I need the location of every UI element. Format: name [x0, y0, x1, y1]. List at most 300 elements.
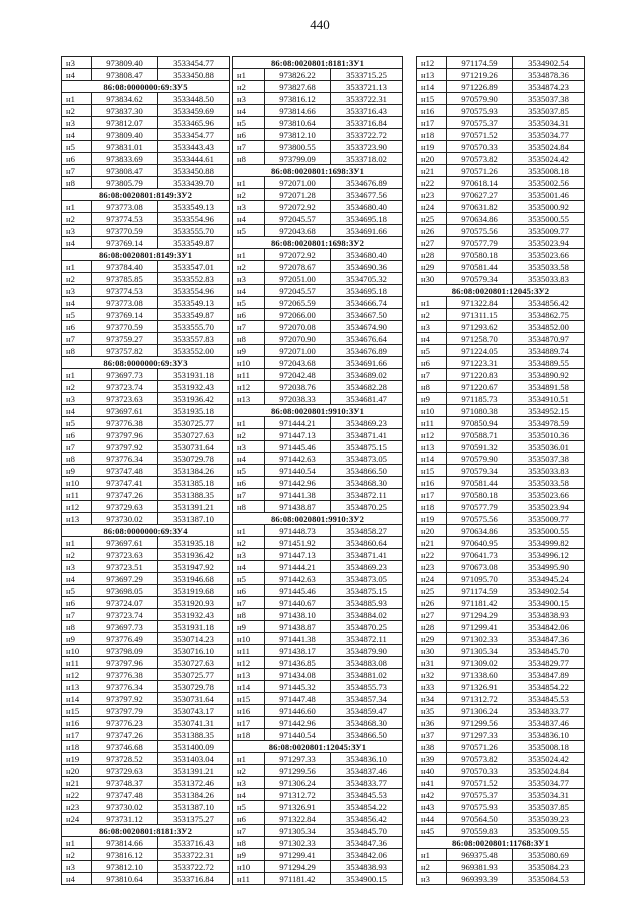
table-row — [233, 81, 403, 93]
table-row — [62, 537, 230, 549]
point-label: н12 — [417, 429, 447, 441]
x-coordinate: 971438.10 — [265, 609, 331, 621]
table-row — [62, 657, 230, 669]
point-label: н4 — [233, 789, 265, 801]
y-coordinate: 3535036.01 — [513, 441, 585, 453]
table-row — [417, 537, 585, 549]
table-row — [62, 489, 230, 501]
x-coordinate: 970575.56 — [447, 513, 513, 525]
x-coordinate: 970581.44 — [447, 477, 513, 489]
point-label: н35 — [417, 705, 447, 717]
point-label: н12 — [62, 501, 92, 513]
x-coordinate: 969393.39 — [447, 873, 513, 885]
point-label: н21 — [62, 777, 92, 789]
table-row — [417, 657, 585, 669]
y-coordinate: 3534691.66 — [331, 225, 403, 237]
point-label: н3 — [233, 93, 265, 105]
table-row — [233, 825, 403, 837]
x-coordinate: 971447.13 — [265, 429, 331, 441]
table-row — [233, 69, 403, 81]
x-coordinate: 973831.01 — [92, 141, 158, 153]
point-label: н24 — [417, 201, 447, 213]
table-row — [417, 729, 585, 741]
table-row — [417, 333, 585, 345]
point-label: н31 — [417, 657, 447, 669]
x-coordinate: 970640.95 — [447, 537, 513, 549]
y-coordinate: 3534872.11 — [331, 633, 403, 645]
x-coordinate: 971293.62 — [447, 321, 513, 333]
x-coordinate: 973746.68 — [92, 741, 158, 753]
parcel-id: 86:08:0000000:69:ЗУ5 — [62, 81, 230, 93]
y-coordinate: 3531403.04 — [158, 753, 230, 765]
table-row — [62, 333, 230, 345]
table-row — [417, 405, 585, 417]
table-row — [62, 213, 230, 225]
x-coordinate: 971445.46 — [265, 585, 331, 597]
point-label: н2 — [62, 849, 92, 861]
y-coordinate: 3534695.18 — [331, 213, 403, 225]
point-label: н18 — [417, 501, 447, 513]
x-coordinate: 973834.62 — [92, 93, 158, 105]
x-coordinate: 971299.56 — [265, 765, 331, 777]
x-coordinate: 970571.52 — [447, 129, 513, 141]
point-label: н45 — [417, 825, 447, 837]
x-coordinate: 973812.10 — [265, 129, 331, 141]
x-coordinate: 971445.32 — [265, 681, 331, 693]
x-coordinate: 971181.42 — [447, 597, 513, 609]
x-coordinate: 971434.08 — [265, 669, 331, 681]
x-coordinate: 971294.29 — [265, 861, 331, 873]
point-label: н17 — [417, 489, 447, 501]
parcel-header-row — [233, 57, 403, 69]
point-label: н40 — [417, 765, 447, 777]
y-coordinate: 3533454.77 — [158, 129, 230, 141]
table-row — [62, 621, 230, 633]
point-label: н24 — [62, 813, 92, 825]
x-coordinate: 973784.40 — [92, 261, 158, 273]
x-coordinate: 973723.51 — [92, 561, 158, 573]
x-coordinate: 972070.08 — [265, 321, 331, 333]
y-coordinate: 3534836.10 — [513, 729, 585, 741]
x-coordinate: 973773.08 — [92, 297, 158, 309]
y-coordinate: 3533715.25 — [331, 69, 403, 81]
point-label: н26 — [417, 597, 447, 609]
x-coordinate: 972043.68 — [265, 225, 331, 237]
point-label: н6 — [62, 429, 92, 441]
point-label: н26 — [417, 225, 447, 237]
point-label: н5 — [233, 225, 265, 237]
y-coordinate: 3533722.72 — [158, 861, 230, 873]
table-row — [417, 321, 585, 333]
x-coordinate: 971302.33 — [265, 837, 331, 849]
point-label: н3 — [62, 225, 92, 237]
point-label: н15 — [62, 705, 92, 717]
table-row — [62, 405, 230, 417]
table-row — [233, 489, 403, 501]
x-coordinate: 972070.90 — [265, 333, 331, 345]
y-coordinate: 3533439.70 — [158, 177, 230, 189]
x-coordinate: 973728.52 — [92, 753, 158, 765]
table-row — [233, 561, 403, 573]
y-coordinate: 3534676.89 — [331, 345, 403, 357]
y-coordinate: 3534854.22 — [513, 681, 585, 693]
y-coordinate: 3533459.69 — [158, 105, 230, 117]
table-row — [62, 861, 230, 873]
y-coordinate: 3534900.15 — [331, 873, 403, 885]
table-row — [62, 261, 230, 273]
y-coordinate: 3534674.90 — [331, 321, 403, 333]
table-row — [417, 453, 585, 465]
x-coordinate: 970571.26 — [447, 165, 513, 177]
y-coordinate: 3534856.42 — [331, 813, 403, 825]
y-coordinate: 3534829.77 — [513, 657, 585, 669]
y-coordinate: 3533722.31 — [158, 849, 230, 861]
table-row — [62, 597, 230, 609]
table-row — [417, 249, 585, 261]
point-label: н10 — [233, 357, 265, 369]
table-row — [417, 189, 585, 201]
parcel-id: 86:08:0020801:12045:ЗУ2 — [417, 285, 585, 297]
x-coordinate: 970618.14 — [447, 177, 513, 189]
x-coordinate: 973747.48 — [92, 789, 158, 801]
point-label: н5 — [233, 465, 265, 477]
x-coordinate: 973697.73 — [92, 621, 158, 633]
point-label: н13 — [62, 513, 92, 525]
y-coordinate: 3535084.53 — [513, 873, 585, 885]
x-coordinate: 973797.79 — [92, 705, 158, 717]
y-coordinate: 3535037.85 — [513, 105, 585, 117]
x-coordinate: 971442.96 — [265, 477, 331, 489]
table-row — [417, 873, 585, 885]
point-label: н2 — [62, 213, 92, 225]
x-coordinate: 973808.47 — [92, 165, 158, 177]
point-label: н30 — [417, 645, 447, 657]
point-label: н3 — [233, 441, 265, 453]
y-coordinate: 3531384.26 — [158, 465, 230, 477]
x-coordinate: 972071.28 — [265, 189, 331, 201]
y-coordinate: 3535024.42 — [513, 153, 585, 165]
parcel-id: 86:08:0020801:8181:ЗУ2 — [62, 825, 230, 837]
point-label: н36 — [417, 717, 447, 729]
point-label: н18 — [233, 729, 265, 741]
table-row — [417, 561, 585, 573]
x-coordinate: 972042.48 — [265, 369, 331, 381]
x-coordinate: 971305.34 — [265, 825, 331, 837]
table-row — [417, 717, 585, 729]
y-coordinate: 3533552.00 — [158, 345, 230, 357]
table-row — [233, 441, 403, 453]
y-coordinate: 3530727.63 — [158, 657, 230, 669]
y-coordinate: 3534873.05 — [331, 573, 403, 585]
y-coordinate: 3533549.13 — [158, 201, 230, 213]
y-coordinate: 3534682.28 — [331, 381, 403, 393]
point-label: н11 — [233, 873, 265, 885]
table-row — [417, 741, 585, 753]
y-coordinate: 3531400.09 — [158, 741, 230, 753]
point-label: н9 — [62, 633, 92, 645]
y-coordinate: 3535034.77 — [513, 777, 585, 789]
point-label: н4 — [233, 453, 265, 465]
table-row — [62, 441, 230, 453]
table-row — [417, 513, 585, 525]
y-coordinate: 3534862.75 — [513, 309, 585, 321]
table-row — [62, 225, 230, 237]
x-coordinate: 971440.54 — [265, 729, 331, 741]
y-coordinate: 3531947.92 — [158, 561, 230, 573]
point-label: н38 — [417, 741, 447, 753]
x-coordinate: 973805.79 — [92, 177, 158, 189]
table-row — [417, 489, 585, 501]
point-label: н14 — [417, 81, 447, 93]
y-coordinate: 3534869.23 — [331, 561, 403, 573]
point-label: н2 — [233, 81, 265, 93]
y-coordinate: 3530727.63 — [158, 429, 230, 441]
x-coordinate: 972078.67 — [265, 261, 331, 273]
point-label: н14 — [233, 681, 265, 693]
table-row — [62, 345, 230, 357]
y-coordinate: 3534884.02 — [331, 609, 403, 621]
table-row — [233, 153, 403, 165]
x-coordinate: 969381.93 — [447, 861, 513, 873]
y-coordinate: 3534881.02 — [331, 669, 403, 681]
point-label: н8 — [233, 501, 265, 513]
parcel-id: 86:08:0020801:8181:ЗУ1 — [233, 57, 403, 69]
table-row — [417, 813, 585, 825]
table-row — [62, 837, 230, 849]
x-coordinate: 973698.05 — [92, 585, 158, 597]
table-row — [233, 693, 403, 705]
y-coordinate: 3534859.47 — [331, 705, 403, 717]
table-row — [233, 849, 403, 861]
y-coordinate: 3534866.50 — [331, 729, 403, 741]
table-row — [233, 861, 403, 873]
point-label: н27 — [417, 609, 447, 621]
y-coordinate: 3534889.74 — [513, 345, 585, 357]
table-row — [233, 669, 403, 681]
y-coordinate: 3531935.18 — [158, 537, 230, 549]
y-coordinate: 3534871.41 — [331, 429, 403, 441]
x-coordinate: 973723.63 — [92, 393, 158, 405]
point-label: н4 — [62, 573, 92, 585]
table-row — [62, 801, 230, 813]
point-label: н11 — [62, 657, 92, 669]
point-label: н25 — [417, 585, 447, 597]
y-coordinate: 3531920.93 — [158, 597, 230, 609]
table-row — [233, 705, 403, 717]
y-coordinate: 3535009.77 — [513, 225, 585, 237]
point-label: н8 — [62, 177, 92, 189]
table-row — [62, 705, 230, 717]
table-row — [417, 381, 585, 393]
y-coordinate: 3535010.36 — [513, 429, 585, 441]
table-row — [417, 117, 585, 129]
y-coordinate: 3535034.77 — [513, 129, 585, 141]
point-label: н9 — [233, 849, 265, 861]
point-label: н1 — [233, 249, 265, 261]
table-row — [233, 93, 403, 105]
table-row — [62, 873, 230, 885]
parcel-header-row — [233, 741, 403, 753]
table-row — [62, 585, 230, 597]
parcel-id: 86:08:0020801:1698:ЗУ1 — [233, 165, 403, 177]
table-row — [233, 609, 403, 621]
table-row — [233, 285, 403, 297]
point-label: н7 — [233, 825, 265, 837]
coordinates-table-3 — [416, 56, 585, 885]
x-coordinate: 973769.14 — [92, 237, 158, 249]
parcel-header-row — [62, 825, 230, 837]
point-label: н13 — [233, 669, 265, 681]
point-label: н28 — [417, 621, 447, 633]
point-label: н1 — [233, 69, 265, 81]
table-row — [62, 669, 230, 681]
table-row — [417, 417, 585, 429]
x-coordinate: 970580.18 — [447, 489, 513, 501]
table-row — [233, 501, 403, 513]
x-coordinate: 973747.41 — [92, 477, 158, 489]
x-coordinate: 971174.59 — [447, 57, 513, 69]
y-coordinate: 3535039.23 — [513, 813, 585, 825]
y-coordinate: 3534680.40 — [331, 249, 403, 261]
table-row — [233, 573, 403, 585]
x-coordinate: 970571.26 — [447, 741, 513, 753]
x-coordinate: 973729.63 — [92, 765, 158, 777]
x-coordinate: 970570.33 — [447, 141, 513, 153]
point-label: н7 — [233, 141, 265, 153]
table-row — [233, 249, 403, 261]
y-coordinate: 3533450.88 — [158, 165, 230, 177]
point-label: н3 — [62, 285, 92, 297]
table-row — [417, 105, 585, 117]
x-coordinate: 972071.00 — [265, 177, 331, 189]
x-coordinate: 973776.34 — [92, 453, 158, 465]
point-label: н9 — [233, 621, 265, 633]
point-label: н21 — [417, 165, 447, 177]
coordinates-table-2 — [232, 56, 403, 885]
x-coordinate: 972071.00 — [265, 345, 331, 357]
point-label: н20 — [417, 153, 447, 165]
x-coordinate: 973776.23 — [92, 717, 158, 729]
x-coordinate: 970627.27 — [447, 189, 513, 201]
x-coordinate: 970559.83 — [447, 825, 513, 837]
point-label: н5 — [233, 297, 265, 309]
point-label: н7 — [62, 441, 92, 453]
y-coordinate: 3530725.77 — [158, 417, 230, 429]
point-label: н16 — [417, 477, 447, 489]
table-row — [417, 393, 585, 405]
y-coordinate: 3534900.15 — [513, 597, 585, 609]
table-row — [417, 633, 585, 645]
table-row — [233, 273, 403, 285]
y-coordinate: 3534869.23 — [331, 417, 403, 429]
parcel-header-row — [62, 525, 230, 537]
x-coordinate: 973759.27 — [92, 333, 158, 345]
y-coordinate: 3531936.42 — [158, 393, 230, 405]
x-coordinate: 970579.34 — [447, 465, 513, 477]
y-coordinate: 3533716.84 — [158, 873, 230, 885]
table-row — [417, 213, 585, 225]
y-coordinate: 3535001.46 — [513, 189, 585, 201]
table-row — [62, 717, 230, 729]
table-row — [417, 165, 585, 177]
table-row — [62, 849, 230, 861]
x-coordinate: 971447.48 — [265, 693, 331, 705]
x-coordinate: 970571.52 — [447, 777, 513, 789]
point-label: н10 — [62, 477, 92, 489]
x-coordinate: 973799.09 — [265, 153, 331, 165]
x-coordinate: 970634.86 — [447, 525, 513, 537]
y-coordinate: 3534845.70 — [513, 645, 585, 657]
table-row — [233, 141, 403, 153]
point-label: н29 — [417, 633, 447, 645]
point-label: н7 — [233, 597, 265, 609]
y-coordinate: 3531388.35 — [158, 489, 230, 501]
x-coordinate: 973812.07 — [92, 117, 158, 129]
x-coordinate: 971080.38 — [447, 405, 513, 417]
point-label: н7 — [233, 489, 265, 501]
table-row — [233, 681, 403, 693]
point-label: н1 — [233, 525, 265, 537]
table-row — [417, 57, 585, 69]
x-coordinate: 971297.33 — [447, 729, 513, 741]
table-row — [233, 213, 403, 225]
point-label: н12 — [417, 57, 447, 69]
x-coordinate: 973697.73 — [92, 369, 158, 381]
table-row — [233, 765, 403, 777]
y-coordinate: 3533718.02 — [331, 153, 403, 165]
x-coordinate: 970591.32 — [447, 441, 513, 453]
x-coordinate: 972065.59 — [265, 297, 331, 309]
point-label: н5 — [233, 801, 265, 813]
x-coordinate: 970673.08 — [447, 561, 513, 573]
table-row — [233, 777, 403, 789]
y-coordinate: 3534978.59 — [513, 417, 585, 429]
y-coordinate: 3534852.00 — [513, 321, 585, 333]
table-row — [233, 381, 403, 393]
x-coordinate: 969375.48 — [447, 849, 513, 861]
y-coordinate: 3535080.69 — [513, 849, 585, 861]
x-coordinate: 971181.42 — [265, 873, 331, 885]
table-row — [417, 621, 585, 633]
y-coordinate: 3535008.18 — [513, 741, 585, 753]
table-row — [417, 609, 585, 621]
point-label: н24 — [417, 573, 447, 585]
x-coordinate: 970580.18 — [447, 249, 513, 261]
point-label: н2 — [62, 381, 92, 393]
y-coordinate: 3534885.93 — [331, 597, 403, 609]
table-row — [233, 657, 403, 669]
point-label: н1 — [233, 753, 265, 765]
point-label: н3 — [62, 57, 92, 69]
y-coordinate: 3535023.66 — [513, 249, 585, 261]
table-row — [62, 477, 230, 489]
y-coordinate: 3533549.87 — [158, 309, 230, 321]
x-coordinate: 973814.66 — [92, 837, 158, 849]
y-coordinate: 3534842.06 — [513, 621, 585, 633]
point-label: н8 — [62, 453, 92, 465]
x-coordinate: 973730.02 — [92, 801, 158, 813]
table-row — [417, 525, 585, 537]
x-coordinate: 973774.53 — [92, 285, 158, 297]
y-coordinate: 3534856.42 — [513, 297, 585, 309]
x-coordinate: 972051.00 — [265, 273, 331, 285]
y-coordinate: 3534837.46 — [513, 717, 585, 729]
table-row — [417, 765, 585, 777]
table-row — [62, 765, 230, 777]
point-label: н3 — [233, 549, 265, 561]
parcel-header-row — [417, 837, 585, 849]
point-label: н4 — [62, 69, 92, 81]
